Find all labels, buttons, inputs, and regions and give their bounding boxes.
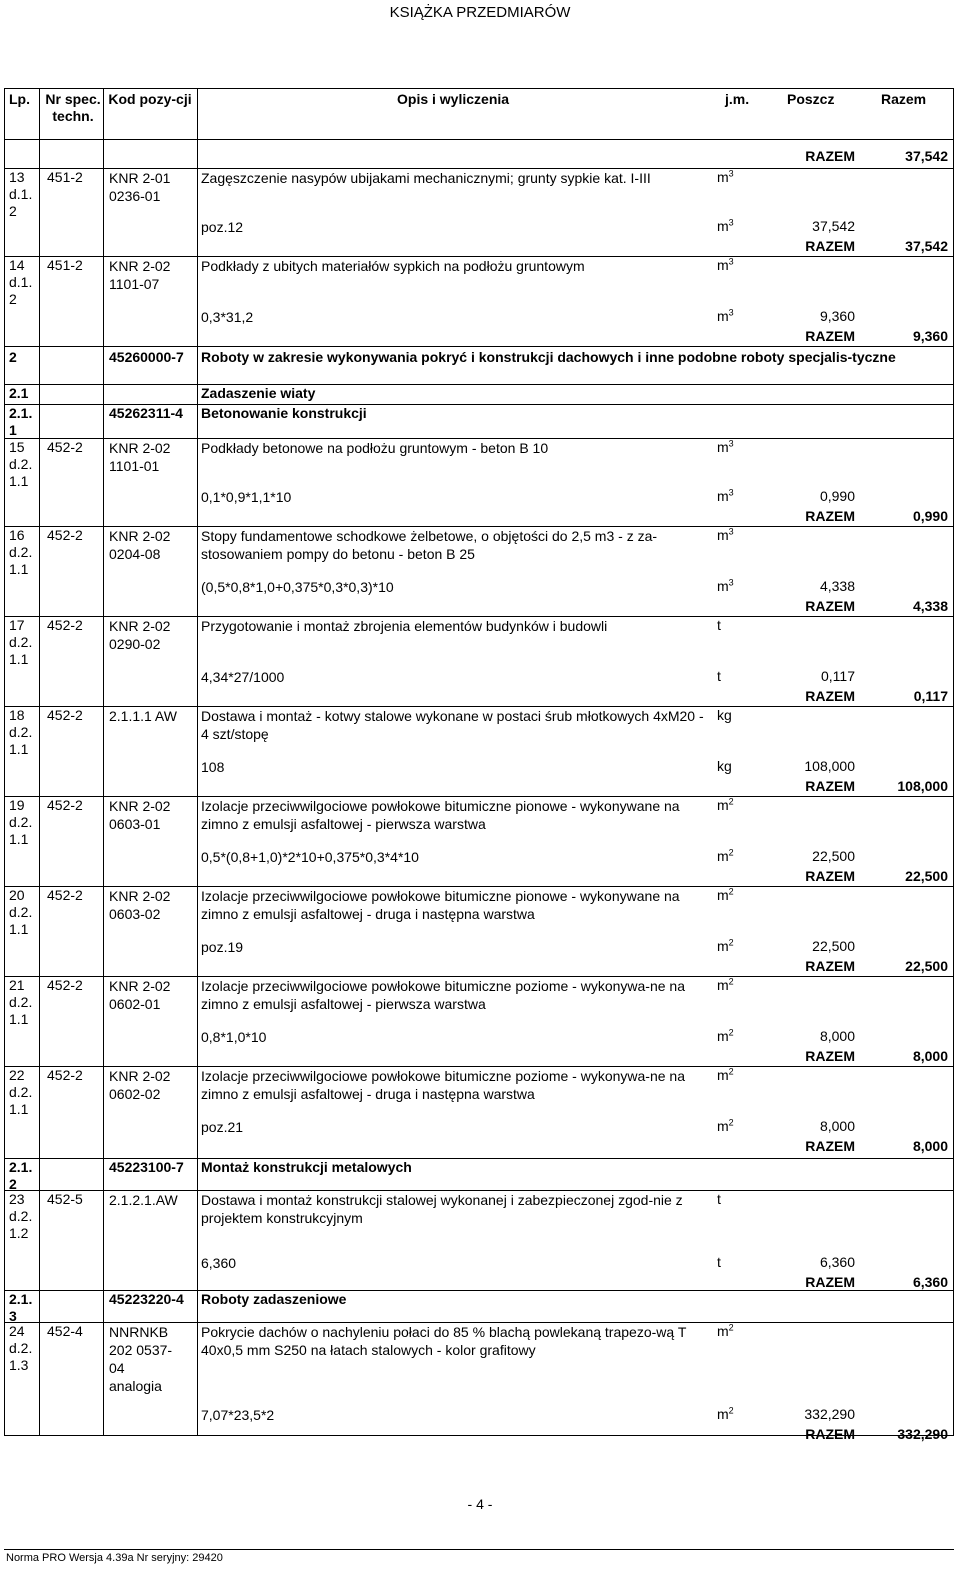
razem-value: 6,360 — [912, 1274, 948, 1290]
section-code: 45262311-4 — [109, 405, 183, 421]
razem-label: RAZEM — [805, 508, 855, 524]
footer-text: Norma PRO Wersja 4.39a Nr seryjny: 29420 — [6, 1552, 223, 1564]
section-title: Zadaszenie wiaty — [201, 385, 316, 401]
position-description: Izolacje przeciwwilgociowe powłokowe bitumiczne pionowe - wykonywane na zimno z emulsji asfaltowej - druga i następna warstwa — [201, 888, 680, 922]
section-code: 45223220-4 — [109, 1291, 184, 1307]
unit: $m^3$ — [717, 526, 734, 543]
position-code: KNR 2-02 1101-07 — [109, 258, 171, 292]
section-code: 45223100-7 — [109, 1159, 184, 1175]
position-number: 14 d.1. 2 — [9, 257, 33, 307]
footer-divider — [4, 1549, 954, 1550]
calculation-unit: $m^2$ — [717, 847, 734, 864]
razem-value: 0,117 — [913, 688, 948, 704]
position-code: KNR 2-02 0603-01 — [109, 798, 171, 832]
position-code: KNR 2-02 0290-02 — [109, 618, 171, 652]
spec-number: 452-2 — [47, 797, 83, 813]
partial-value: 37,542 — [812, 218, 855, 234]
section-title: Roboty w zakresie wykonywania pokryć i konstrukcji dachowych i inne podobne roboty specjalis-tyczne — [201, 349, 896, 365]
position-description: Izolacje przeciwwilgociowe powłokowe bitumiczne poziome - wykonywa-ne na zimno z emulsji asfaltowej - pierwsza warstwa — [201, 978, 685, 1012]
unit: $m^3$ — [717, 256, 734, 273]
spec-number: 452-2 — [47, 1067, 83, 1083]
calculation: (0,5*0,8*1,0+0,375*0,3*0,3)*10 — [201, 579, 394, 595]
partial-value: 6,360 — [819, 1254, 855, 1270]
section-code: 45260000-7 — [109, 349, 184, 365]
page-number: - 4 - — [467, 1496, 493, 1512]
calculation-unit: $m^3$ — [717, 307, 734, 324]
position-code: 2.1.1.1 AW — [109, 708, 177, 724]
section-number: 2.1 — [9, 385, 29, 401]
partial-value: 8,000 — [819, 1118, 855, 1134]
partial-value: 0,117 — [821, 668, 855, 684]
unit: $m^2$ — [717, 1066, 734, 1083]
partial-value: 9,360 — [819, 308, 855, 324]
razem-label: RAZEM — [805, 1048, 855, 1064]
header-nr: Nr spec. techn. — [45, 91, 101, 124]
unit: kg — [717, 707, 732, 723]
spec-number: 452-4 — [47, 1323, 83, 1339]
position-description: Dostawa i montaż konstrukcji stalowej wykonanej i zabezpieczonej zgod-nie z projektem konstrukcyjnym — [201, 1192, 683, 1226]
position-code: KNR 2-02 0603-02 — [109, 888, 171, 922]
section-title: Montaż konstrukcji metalowych — [201, 1159, 412, 1175]
calculation: 0,3*31,2 — [201, 309, 254, 325]
position-description: Podkłady z ubitych materiałów sypkich na podłożu gruntowym — [201, 258, 585, 274]
calculation-unit: $m^2$ — [717, 1027, 734, 1044]
position-code: KNR 2-01 0236-01 — [109, 170, 171, 204]
unit: t — [717, 1191, 721, 1207]
calculation: 7,07*23,5*2 — [201, 1407, 275, 1423]
position-description: Dostawa i montaż - kotwy stalowe wykonane w postaci śrub młotkowych 4xM20 - 4 szt/stopę — [201, 708, 704, 742]
position-code: 2.1.2.1.AW — [109, 1192, 178, 1208]
partial-value: 8,000 — [819, 1028, 855, 1044]
unit: t — [717, 617, 721, 633]
carry-over-value: 37,542 — [905, 148, 948, 164]
calculation-unit: $m^2$ — [717, 1117, 734, 1134]
position-number: 13 d.1. 2 — [9, 169, 33, 219]
calculation-unit: kg — [717, 758, 732, 774]
razem-value: 22,500 — [905, 958, 948, 974]
position-code: KNR 2-02 0602-01 — [109, 978, 171, 1012]
header-jm: j.m. — [725, 91, 750, 107]
calculation: poz.21 — [201, 1119, 244, 1135]
spec-number: 452-5 — [47, 1191, 83, 1207]
razem-value: 9,360 — [912, 328, 948, 344]
razem-label: RAZEM — [805, 598, 855, 614]
partial-value: 108,000 — [804, 758, 855, 774]
unit: $m^3$ — [717, 168, 734, 185]
table-body — [4, 140, 954, 1442]
header-opis: Opis i wyliczenia — [397, 91, 510, 107]
calculation: poz.19 — [201, 939, 244, 955]
razem-value: 8,000 — [912, 1048, 948, 1064]
razem-label: RAZEM — [805, 238, 855, 254]
unit: $m^2$ — [717, 886, 734, 903]
calculation: 0,5*(0,8+1,0)*2*10+0,375*0,3*4*10 — [201, 849, 419, 865]
spec-number: 452-2 — [47, 617, 83, 633]
spec-number: 452-2 — [47, 527, 83, 543]
position-number: 18 d.2. 1.1 — [9, 707, 33, 757]
unit: $m^2$ — [717, 976, 734, 993]
section-title: Roboty zadaszeniowe — [201, 1291, 347, 1307]
position-code: KNR 2-02 0204-08 — [109, 528, 171, 562]
position-description: Stopy fundamentowe schodkowe żelbetowe, o objętości do 2,5 m3 - z za-stosowaniem pompy do betonu - beton B 25 — [201, 528, 658, 562]
position-number: 21 d.2. 1.1 — [9, 977, 33, 1027]
razem-label: RAZEM — [805, 688, 855, 704]
spec-number: 451-2 — [47, 257, 83, 273]
page-title: KSIĄŻKA PRZEDMIARÓW — [389, 4, 571, 21]
position-number: 24 d.2. 1.3 — [9, 1323, 33, 1373]
position-description: Przygotowanie i montaż zbrojenia elementów budynków i budowli — [201, 618, 608, 634]
razem-value: 22,500 — [905, 868, 948, 884]
calculation-unit: t — [717, 1254, 721, 1270]
spec-number: 452-2 — [47, 977, 83, 993]
position-number: 23 d.2. 1.2 — [9, 1191, 33, 1241]
calculation-unit: t — [717, 668, 721, 684]
calculation: 0,1*0,9*1,1*10 — [201, 489, 292, 505]
position-code: NNRNKB 202 0537- 04 analogia — [109, 1324, 173, 1394]
calculation-unit: $m^2$ — [717, 1405, 734, 1422]
razem-label: RAZEM — [805, 778, 855, 794]
calculation-unit: $m^3$ — [717, 487, 734, 504]
razem-label: RAZEM — [805, 1138, 855, 1154]
position-number: 22 d.2. 1.1 — [9, 1067, 33, 1117]
calculation: 4,34*27/1000 — [201, 669, 285, 685]
table-header — [4, 88, 954, 140]
calculation: 108 — [201, 759, 225, 775]
unit: $m^3$ — [717, 438, 734, 455]
razem-value: 0,990 — [912, 508, 948, 524]
unit: $m^2$ — [717, 796, 734, 813]
razem-value: 37,542 — [905, 238, 948, 254]
calculation-unit: $m^2$ — [717, 937, 734, 954]
position-description: Pokrycie dachów o nachyleniu połaci do 85 % blachą powlekaną trapezo-wą T 40x0,5 mm S250 na łatach stalowych - kolor grafitowy — [201, 1324, 687, 1358]
spec-number: 452-2 — [47, 707, 83, 723]
razem-label: RAZEM — [805, 958, 855, 974]
header-lp: Lp. — [9, 91, 30, 107]
razem-label: RAZEM — [805, 328, 855, 344]
calculation: 0,8*1,0*10 — [201, 1029, 267, 1045]
position-description: Izolacje przeciwwilgociowe powłokowe bitumiczne poziome - wykonywa-ne na zimno z emulsji asfaltowej - druga i następna warstwa — [201, 1068, 685, 1102]
section-number: 2 — [9, 349, 17, 365]
unit: $m^2$ — [717, 1322, 734, 1339]
calculation-unit: $m^3$ — [717, 577, 734, 594]
position-number: 17 d.2. 1.1 — [9, 617, 33, 667]
section-number: 2.1. 3 — [9, 1291, 33, 1324]
partial-value: 0,990 — [819, 488, 855, 504]
section-title: Betonowanie konstrukcji — [201, 405, 367, 421]
partial-value: 22,500 — [812, 938, 855, 954]
partial-value: 22,500 — [812, 848, 855, 864]
razem-label: RAZEM — [805, 868, 855, 884]
carry-over-label: RAZEM — [805, 148, 855, 164]
razem-value: 4,338 — [912, 598, 948, 614]
position-number: 19 d.2. 1.1 — [9, 797, 33, 847]
section-number: 2.1. 1 — [9, 405, 33, 438]
partial-value: 4,338 — [819, 578, 855, 594]
header-razem: Razem — [881, 91, 927, 107]
position-description: Izolacje przeciwwilgociowe powłokowe bitumiczne pionowe - wykonywane na zimno z emulsji asfaltowej - pierwsza warstwa — [201, 798, 680, 832]
position-code: KNR 2-02 1101-01 — [109, 440, 171, 474]
position-code: KNR 2-02 0602-02 — [109, 1068, 171, 1102]
section-number: 2.1. 2 — [9, 1159, 33, 1192]
calculation: poz.12 — [201, 219, 244, 235]
header-kod: Kod pozy-cji — [108, 91, 192, 107]
spec-number: 452-2 — [47, 439, 83, 455]
spec-number: 451-2 — [47, 169, 83, 185]
razem-label: RAZEM — [805, 1426, 855, 1442]
razem-value: 332,290 — [897, 1426, 948, 1442]
header-poszcz: Poszcz — [787, 91, 835, 107]
calculation-unit: $m^3$ — [717, 217, 734, 234]
razem-label: RAZEM — [805, 1274, 855, 1290]
partial-value: 332,290 — [804, 1406, 855, 1422]
position-number: 15 d.2. 1.1 — [9, 439, 33, 489]
calculation: 6,360 — [201, 1255, 237, 1271]
razem-value: 108,000 — [897, 778, 948, 794]
spec-number: 452-2 — [47, 887, 83, 903]
position-number: 16 d.2. 1.1 — [9, 527, 33, 577]
position-number: 20 d.2. 1.1 — [9, 887, 33, 937]
position-description: Zagęszczenie nasypów ubijakami mechanicznymi; grunty sypkie kat. I-III — [201, 170, 651, 186]
razem-value: 8,000 — [912, 1138, 948, 1154]
position-description: Podkłady betonowe na podłożu gruntowym - beton B 10 — [201, 440, 549, 456]
